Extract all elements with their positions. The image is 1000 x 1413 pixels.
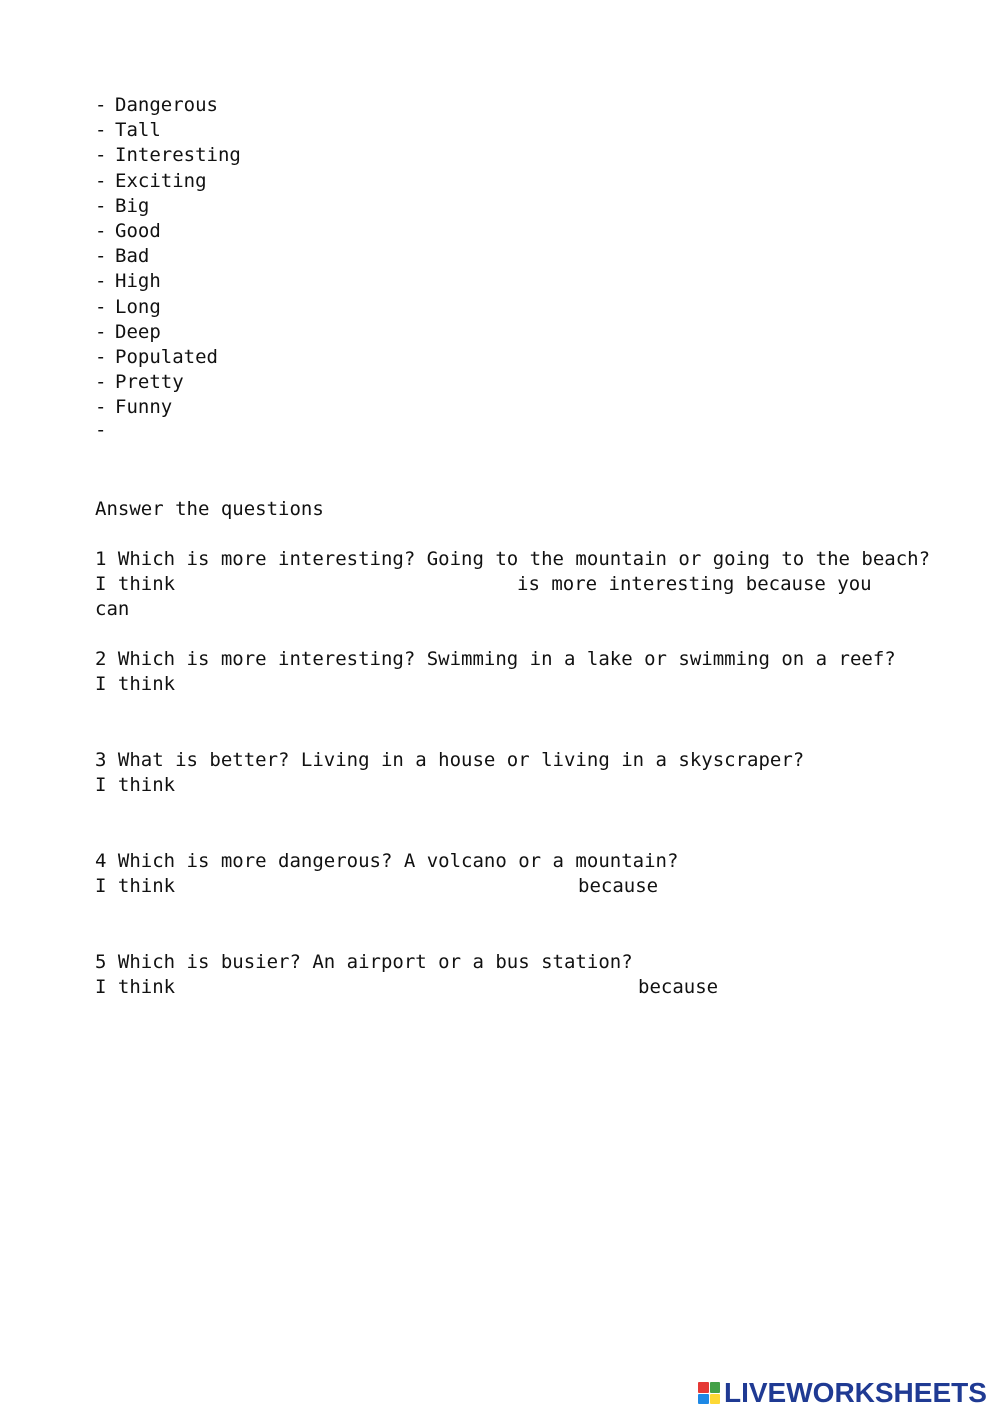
- logo-tile-red: [698, 1382, 709, 1393]
- adjective-label: Big: [115, 195, 150, 217]
- adjective-label: Good: [115, 220, 161, 242]
- adjective-label: Populated: [115, 346, 218, 368]
- list-dash: -: [95, 346, 107, 368]
- instructions-heading: Answer the questions: [95, 498, 324, 520]
- adjective-list-item: [95, 169, 207, 194]
- question-2: 2 Which is more interesting? Swimming in a lake or swimming on a reef?: [95, 648, 896, 670]
- list-dash: -: [95, 220, 107, 242]
- list-dash: -: [95, 170, 107, 192]
- adjective-list-item: [95, 418, 115, 443]
- adjective-label: Dangerous: [115, 94, 218, 116]
- adjective-label: High: [115, 270, 161, 292]
- list-dash: -: [95, 321, 107, 343]
- adjective-list-item: [95, 194, 149, 219]
- adjective-label: Bad: [115, 245, 150, 267]
- adjective-list-item: [95, 118, 161, 143]
- list-dash: -: [95, 195, 107, 217]
- question-1: 1 Which is more interesting? Going to the mountain or going to the beach?: [95, 548, 931, 570]
- adjective-list-item: [95, 320, 161, 345]
- list-dash: -: [95, 396, 107, 418]
- adjective-list-item: [95, 345, 218, 370]
- adjective-list-item: [95, 219, 161, 244]
- logo-tile-blue: [698, 1394, 709, 1405]
- answer-3-start: I think: [95, 774, 176, 796]
- adjective-label: Long: [115, 296, 161, 318]
- answer-1-mid: is more interesting because you: [517, 573, 872, 595]
- answer-1-end: can: [95, 598, 130, 620]
- answer-4-start: I think: [95, 875, 176, 897]
- list-dash: -: [95, 296, 107, 318]
- adjective-list-item: [95, 93, 218, 118]
- list-dash: -: [95, 94, 107, 116]
- answer-5-start: I think: [95, 976, 176, 998]
- adjective-label: Exciting: [115, 170, 207, 192]
- list-dash: -: [95, 119, 107, 141]
- list-dash: -: [95, 245, 107, 267]
- list-dash: -: [95, 419, 107, 441]
- adjective-label: Pretty: [115, 371, 184, 393]
- adjective-list-item: [95, 143, 241, 168]
- answer-2-start: I think: [95, 673, 176, 695]
- liveworksheets-logo: [698, 1376, 987, 1410]
- answer-1-start: I think: [95, 573, 176, 595]
- adjective-list-item: [95, 244, 149, 269]
- adjective-list-item: [95, 295, 161, 320]
- adjective-label: Interesting: [115, 144, 241, 166]
- answer-5-mid: because: [638, 976, 719, 998]
- logo-text: LIVEWORKSHEETS: [724, 1377, 987, 1408]
- adjective-list-item: [95, 269, 161, 294]
- adjective-label: Funny: [115, 396, 173, 418]
- question-3: 3 What is better? Living in a house or living in a skyscraper?: [95, 749, 805, 771]
- list-dash: -: [95, 270, 107, 292]
- adjective-list-item: [95, 395, 172, 420]
- adjective-label: Deep: [115, 321, 161, 343]
- adjective-label: Tall: [115, 119, 161, 141]
- liveworksheets-icon: [698, 1382, 720, 1404]
- logo-tile-yellow: [710, 1394, 721, 1405]
- list-dash: -: [95, 371, 107, 393]
- list-dash: -: [95, 144, 107, 166]
- adjective-list-item: [95, 370, 184, 395]
- answer-4-mid: because: [578, 875, 659, 897]
- question-5: 5 Which is busier? An airport or a bus station?: [95, 951, 633, 973]
- question-4: 4 Which is more dangerous? A volcano or a mountain?: [95, 850, 679, 872]
- logo-tile-green: [710, 1382, 721, 1393]
